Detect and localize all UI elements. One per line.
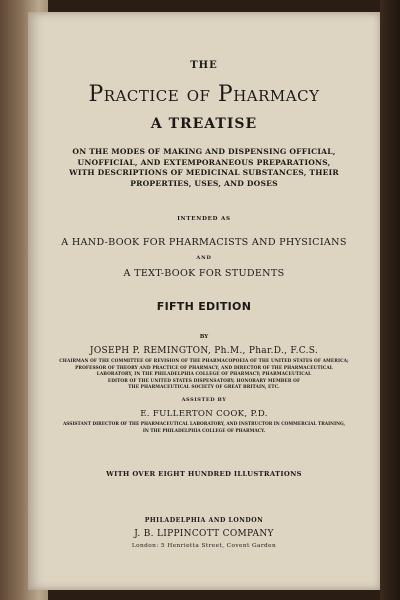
credential-line: THE PHARMACEUTICAL SOCIETY OF GREAT BRITAIN, ETC.: [128, 385, 280, 391]
book-spine-shadow: [380, 0, 400, 600]
credential-line: EDITOR OF THE UNITED STATES DISPENSATORY; HONORARY MEMBER OF: [107, 378, 301, 384]
description-line: ON THE MODES OF MAKING AND DISPENSING OFFICIAL,: [72, 147, 336, 156]
book-title: Practice of Pharmacy: [88, 82, 320, 107]
edition-label: FIFTH EDITION: [156, 300, 252, 313]
description-line: UNOFFICIAL, AND EXTEMPORANEOUS PREPARATIONS,: [77, 157, 331, 167]
title-page: [28, 12, 380, 590]
description-line: WITH DESCRIPTIONS OF MEDICINAL SUBSTANCES, THEIR: [69, 168, 339, 177]
illustrations-note: WITH OVER EIGHT HUNDRED ILLUSTRATIONS: [106, 470, 302, 478]
and-label: AND: [196, 255, 212, 261]
description-line: PROPERTIES, USES, AND DOSES: [130, 178, 278, 188]
credential-line: IN THE PHILADELPHIA COLLEGE OF PHARMACY.: [142, 428, 266, 434]
title-article: THE: [190, 60, 218, 71]
publisher-city: PHILADELPHIA AND LONDON: [144, 517, 264, 524]
description-block: [28, 147, 380, 189]
textbook-line: A TEXT-BOOK FOR STUDENTS: [123, 268, 285, 279]
handbook-line: A HAND-BOOK FOR PHARMACISTS AND PHYSICIANS: [61, 237, 347, 248]
assisted-by-label: ASSISTED BY: [181, 397, 227, 403]
assistant-credentials: [28, 422, 380, 435]
assistant-name: E. FULLERTON COOK, P.D.: [140, 409, 268, 419]
intended-as-label: INTENDED AS: [177, 216, 231, 222]
author-name: JOSEPH P. REMINGTON, Ph.M., Phar.D., F.C.S.: [89, 346, 319, 356]
credential-line: CHAIRMAN OF THE COMMITTEE OF REVISION OF THE PHARMACOPOEIA OF THE UNITED STATES OF AMERICA;: [59, 359, 349, 364]
publisher-address: London: 5 Henrietta Street, Covent Garden: [131, 543, 277, 549]
publisher-name: J. B. LIPPINCOTT COMPANY: [134, 529, 274, 539]
book-subtitle: A TREATISE: [150, 116, 258, 132]
author-credentials: [28, 359, 380, 392]
by-label: BY: [199, 334, 209, 340]
credential-line: LABORATORY, IN THE PHILADELPHIA COLLEGE OF PHARMACY; PHARMACEUTICAL: [96, 372, 312, 378]
credential-line: ASSISTANT DIRECTOR OF THE PHARMACEUTICAL LABORATORY, AND INSTRUCTOR IN COMMERCIAL TRAINING,: [62, 422, 346, 427]
credential-line: PROFESSOR OF THEORY AND PRACTICE OF PHARMACY, AND DIRECTOR OF THE PHARMACEUTICAL: [75, 365, 333, 371]
